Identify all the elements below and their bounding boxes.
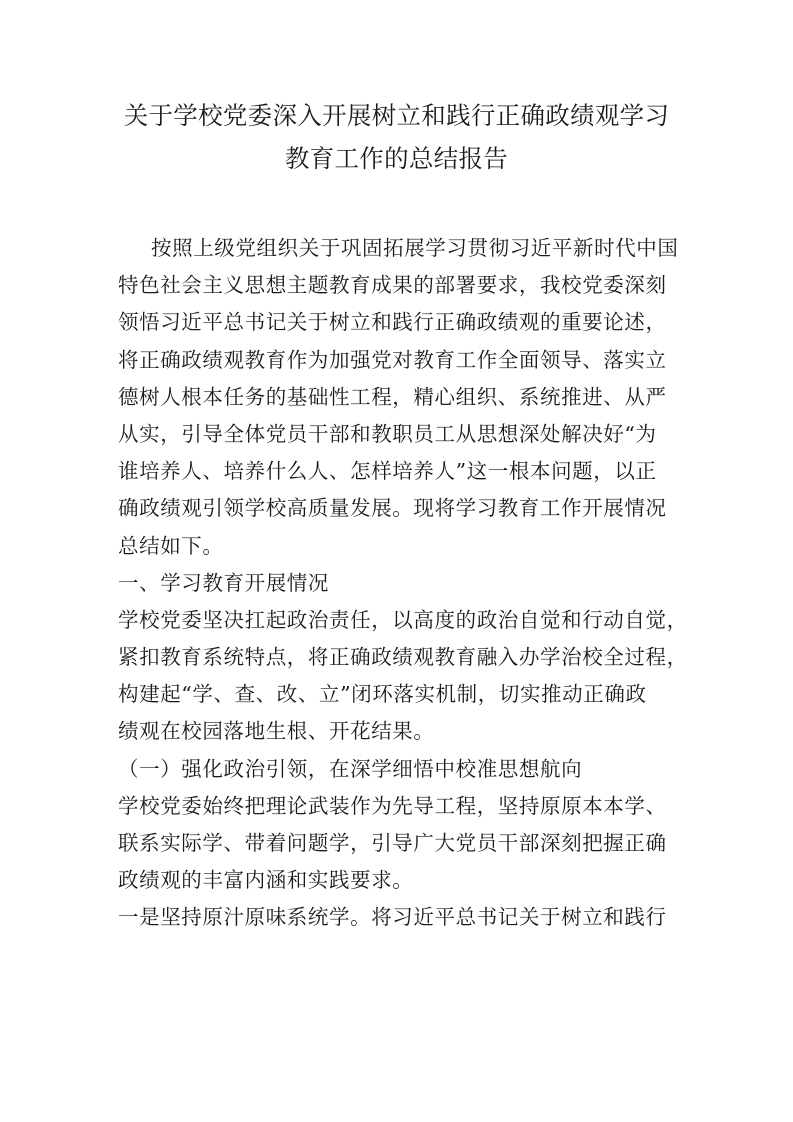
paragraph-line: 紧扣教育系统特点，将正确政绩观教育融入办学治校全过程， <box>118 645 688 670</box>
paragraph-line: 从实，引导全体党员干部和教职员工从思想深处解决好“为 <box>118 421 657 446</box>
paragraph-line: 一是坚持原汁原味系统学。将习近平总书记关于树立和践行 <box>118 905 667 930</box>
paragraph-line: 将正确政绩观教育作为加强党对教育工作全面领导、落实立 <box>118 347 667 372</box>
paragraph-line: 总结如下。 <box>118 533 224 558</box>
paragraph-line: 按照上级党组织关于巩固拓展学习贯彻习近平新时代中国 <box>151 236 679 260</box>
paragraph-line: 特色社会主义思想主题教育成果的部署要求，我校党委深刻 <box>118 273 667 298</box>
section-heading: 一、学习教育开展情况 <box>118 570 329 595</box>
paragraph-line: 联系实际学、带着问题学，引导广大党员干部深刻把握正确 <box>118 831 667 855</box>
paragraph-line: 构建起“学、查、改、立”闭环落实机制，切实推动正确政 <box>118 682 647 707</box>
paragraph-line: 谁培养人、培养什么人、怎样培养人”这一根本问题，以正 <box>118 459 657 484</box>
paragraph-line: 学校党委坚决扛起政治责任，以高度的政治自觉和行动自觉， <box>118 607 688 632</box>
subsection-heading: （一）强化政治引领，在深学细悟中校准思想航向 <box>118 756 583 781</box>
document-body <box>118 230 690 937</box>
paragraph-line: 学校党委始终把理论武装作为先导工程，坚持原原本本学、 <box>118 793 667 818</box>
paragraph-line: 确政绩观引领学校高质量发展。现将学习教育工作开展情况 <box>118 496 667 521</box>
paragraph-line: 德树人根本任务的基础性工程，精心组织、系统推进、从严 <box>118 384 667 409</box>
paragraph-line: 政绩观的丰富内涵和实践要求。 <box>118 868 414 893</box>
document-title-line-2: 教育工作的总结报告 <box>284 144 509 173</box>
paragraph-line: 领悟习近平总书记关于树立和践行正确政绩观的重要论述， <box>118 310 667 335</box>
document-title-line-1: 关于学校党委深入开展树立和践行正确政绩观学习 <box>123 101 670 130</box>
paragraph-line: 绩观在校园落地生根、开花结果。 <box>118 719 435 744</box>
